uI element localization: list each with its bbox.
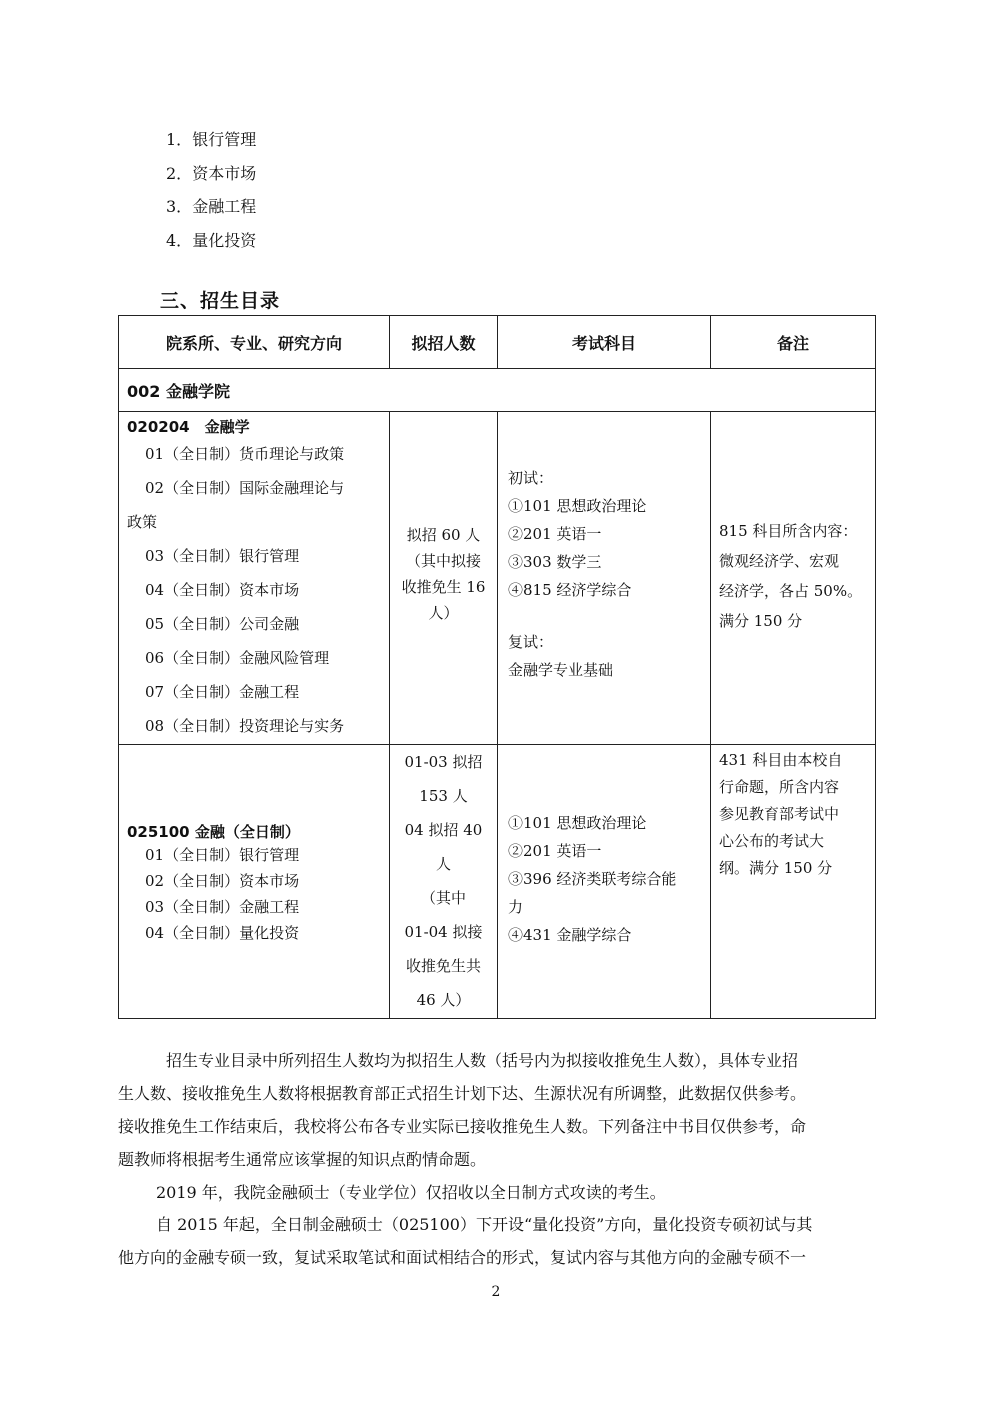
plan-cell: 01-03 拟招 153 人 04 拟招 40 人 （其中 01-04 拟接 收推免生共 46 人）: [390, 745, 498, 1019]
list-item: 03（全日制）银行管理: [145, 547, 300, 565]
list-item: 07（全日制）金融工程: [145, 683, 300, 701]
paragraph-notice: 招生专业目录中所列招生人数均为拟招生人数（括号内为拟接收推免生人数），具体专业招 生人数、接收推免生人数将根据教育部正式招生计划下达、生源状况有所调整，此数据仅供参考。 接收推免生工作结束后，我校将公布各专业实际已接收推免生人数。下列备注中书目仅供参考，命 题教师将根据考生通常应该掌握的知识点酌情命题。: [118, 1051, 807, 1169]
college-row: [119, 369, 876, 412]
section-heading: 三、招生目录: [160, 290, 281, 312]
list-item: 02（全日制）资本市场: [145, 872, 300, 890]
table-row: [119, 412, 876, 745]
list-item: 3．金融工程: [166, 197, 257, 216]
list-item: 04（全日制）量化投资: [145, 924, 300, 942]
table-header-row: [119, 316, 876, 369]
table-row: [119, 745, 876, 1019]
list-item: 4．量化投资: [166, 230, 257, 250]
paragraph-2019: 2019 年，我院金融硕士（专业学位）仅招收以全日制方式攻读的考生。: [156, 1183, 666, 1202]
paragraph-quant: 自 2015 年起，全日制金融硕士（025100）下开设“量化投资”方向，量化投资专硕初试与其 他方向的金融专硕一致，复试采取笔试和面试相结合的形式，复试内容与其他方向的金融专硕不一: [118, 1215, 813, 1267]
list-item: 02（全日制）国际金融理论与: [145, 479, 345, 497]
major-title: 025100 金融（全日制）: [127, 823, 300, 841]
enrollment-catalog-table: [118, 315, 876, 1019]
plan-cell: 拟招 60 人 （其中拟接 收推免生 16 人）: [390, 412, 498, 745]
college-name: 002 金融学院: [119, 369, 876, 412]
list-item: 08（全日制）投资理论与实务: [145, 717, 345, 735]
major-title: 020204 金融学: [127, 418, 250, 436]
list-item: 01（全日制）货币理论与政策: [145, 445, 345, 463]
header-cell-exam: 考试科目: [498, 316, 711, 369]
note-cell: 431 科目由本校自 行命题，所含内容 参见教育部考试中 心公布的考试大 纲。满分 150 分: [711, 745, 876, 1019]
list-item: 01（全日制）银行管理: [145, 846, 300, 864]
list-item: 04（全日制）资本市场: [145, 581, 300, 599]
list-item: 06（全日制）金融风险管理: [145, 649, 330, 667]
list-item: 03（全日制）金融工程: [145, 898, 300, 916]
direction-list: [119, 437, 389, 743]
note-cell: 815 科目所含内容： 微观经济学、宏观 经济学，各占 50%。 满分 150 分: [711, 412, 876, 745]
exam-cell: ①101 思想政治理论 ②201 英语一 ③396 经济类联考综合能 力 ④431 金融学综合: [498, 745, 711, 1019]
research-directions-list: [166, 126, 256, 260]
page-number: 2: [491, 1284, 501, 1300]
list-item: 政策: [127, 513, 158, 531]
header-cell-note: 备注: [711, 316, 876, 369]
header-cell-plan: 拟招人数: [390, 316, 498, 369]
list-item: 05（全日制）公司金融: [145, 615, 300, 633]
direction-list: [119, 842, 389, 946]
major-cell: [119, 412, 390, 745]
list-item: 1．银行管理: [166, 130, 257, 149]
exam-cell: 初试： ①101 思想政治理论 ②201 英语一 ③303 数学三 ④815 经济学综合 复试： 金融学专业基础: [498, 412, 711, 745]
major-cell: [119, 745, 390, 1019]
header-cell-department: 院系所、专业、研究方向: [119, 316, 390, 369]
list-item: 2．资本市场: [166, 163, 257, 183]
